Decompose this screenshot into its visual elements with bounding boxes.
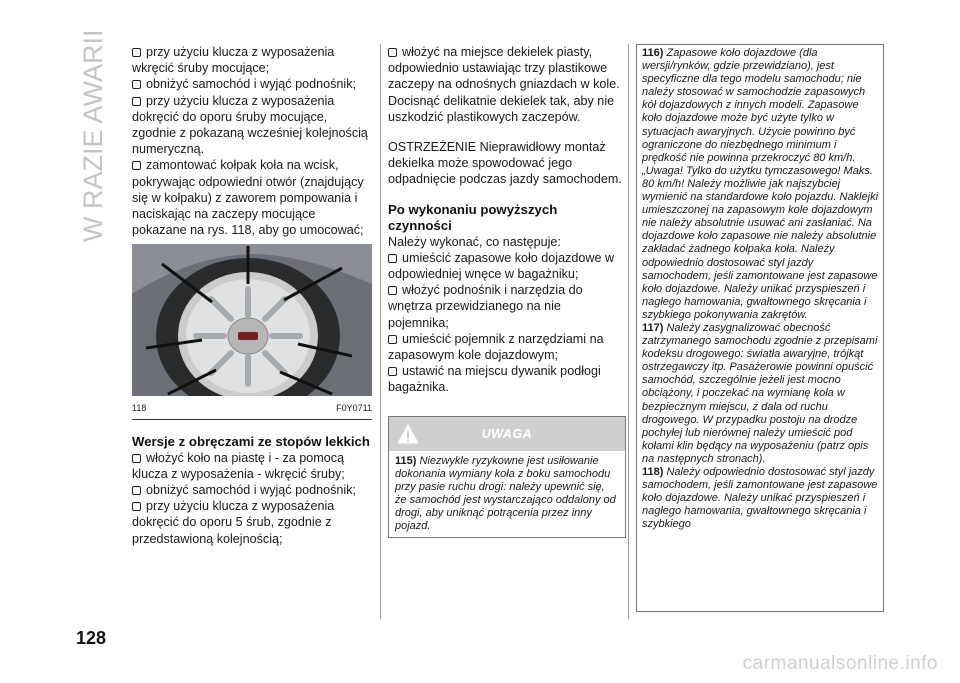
list-item-text: przy użyciu klucza z wyposażenia dokręcić do oporu śruby mocujące, zgodnie z pokazaną wcześniej kolejnością numeryczną. [132, 93, 368, 157]
figure-code: F0Y0711 [336, 403, 372, 414]
bullet-square-icon [132, 454, 141, 463]
warning-box-body [389, 451, 625, 537]
list-item-text: przy użyciu klucza z wyposażenia dokręcić do oporu 5 śrub, zgodnie z przedstawioną kolejnością; [132, 499, 335, 546]
alloy-wheels-heading: Wersje z obręczami ze stopów lekkich [132, 433, 370, 449]
warning-triangle-icon [397, 423, 419, 445]
col1-bullet-list-2 [132, 450, 372, 547]
footnote [642, 47, 878, 322]
list-item [132, 157, 372, 238]
list-item [132, 44, 372, 76]
list-item [388, 363, 624, 395]
footnote-text: Należy zasygnalizować obecność zatrzymanego samochodu zgodnie z przepisami kodeksu drogowego: światła awaryjne, trójkąt ostrzegawczy itp. Pasażerowie powinni opuścić samochód, szczególnie jeżeli jest mocno obciążony, i poczekać na wymianę koła w bezpiecznym miejscu, z dala od ruchu drogowego. W przypadku postoju na drodze pochyłej lub nierównej należy umieścić pod kołami klin będący na wyposażeniu (patrz opis na następnych stronach). [642, 321, 878, 465]
warning-box [388, 416, 626, 538]
list-item-text: zamontować kołpak koła na wcisk, pokrywając odpowiedni otwór (znajdujący się w kołpaku) z zaworem pompowania i naciskając na zaczepy mocujące pokazane na rys. 118, aby go umocować; [132, 158, 364, 238]
figure-118-wheel-image [132, 244, 372, 396]
column-2 [388, 44, 624, 538]
figure-number: 118 [132, 403, 147, 414]
bullet-square-icon [388, 254, 397, 263]
chapter-side-title [66, 30, 114, 250]
bullet-square-icon [132, 502, 141, 511]
list-item-text: umieścić pojemnik z narzędziami na zapasowym kole dojazdowym; [388, 331, 604, 363]
column-divider-2 [628, 44, 629, 619]
warning-box-title: UWAGA [481, 426, 533, 441]
list-item [132, 498, 372, 547]
bullet-square-icon [132, 97, 141, 106]
footnote-text: Należy odpowiednio dostosować styl jazdy samochodem, jeśli zamontowane jest zapasowe koło dojazdowe. Należy unikać przyspieszeń i nagłego hamowania, gwałtownego skręcania i szybkiego [642, 466, 878, 531]
chapter-side-title-graphic [66, 30, 114, 250]
footnote-number: 117) [642, 321, 664, 334]
list-item-text: umieścić zapasowe koło dojazdowe w odpowiedniej wnęce w bagażniku; [388, 250, 615, 282]
col2-intro-text: włożyć na miejsce dekielek piasty, odpowiednio ustawiając trzy plastikowe zaczepy na odnośnych gniazdach w kole. Docisnąć delikatnie dekielek tak, aby nie uszkodzić plastikowych zaczepów. [388, 45, 620, 124]
bullet-square-icon [388, 286, 397, 295]
column-divider-1 [380, 44, 381, 619]
bullet-square-icon [132, 48, 141, 57]
column-3 [636, 44, 884, 612]
col2-lead-text: Należy wykonać, co następuje: [388, 234, 561, 249]
bullet-square-icon [132, 486, 141, 495]
note-number: 115) [395, 454, 417, 467]
figure-caption [132, 400, 372, 419]
col1-bullet-list [132, 44, 372, 238]
list-item [132, 450, 372, 482]
note-text: Niezwykle ryzykowne jest usiłowanie dokonania wymiany koła z boku samochodu przy pasie ruchu drogi: należy upewnić się, że samochód jest wystarczająco oddalony od drogi, aby uniknąć potrącenia przez inny pojazd. [395, 454, 616, 532]
list-item-text: włożyć koło na piastę i - za pomocą klucza z wyposażenia - wkręcić śruby; [132, 450, 345, 481]
bullet-square-icon [388, 335, 397, 344]
list-item [388, 282, 624, 331]
list-item-text: obniżyć samochód i wyjąć podnośnik; [146, 77, 357, 92]
footnote-number: 116) [642, 47, 664, 59]
chapter-side-title-text: W RAZIE AWARII [78, 30, 108, 242]
column-1 [132, 44, 372, 547]
list-item [388, 250, 624, 282]
footnote [642, 322, 878, 466]
list-item-text: obniżyć samochód i wyjąć podnośnik; [146, 483, 357, 498]
bullet-square-icon [132, 161, 141, 170]
footnote-text: Zapasowe koło dojazdowe (dla wersji/rynków, gdzie przewidziano), jest specyficzne dla tego modelu samochodu; nie należy stosować w samochodzie zapasowych kół dojazdowych z innych modeli. Zapasowe koło dojazdowe może być użyte tylko w sytuacjach awaryjnych. Użycie powinno być ograniczone do niezbędnego minimum i prędkość nie powinna przekroczyć 80 km/h. „Uwaga! Tylko do użytku tymczasowego! Maks. 80 km/h! Należy możliwie jak najszybciej wymienić na standardowe koło pojazdu. Naklejki umieszczonej na zapasowym kole dojazdowym nie należy absolutnie usuwać ani zasłaniać. Na dojazdowe koło zapasowe nie należy absolutnie zakładać żadnego kołpaka koła. Należy odpowiednio dostosować styl jazdy samochodem, jeśli zamontowane jest zapasowe koło dojazdowe. Należy unikać przyspieszeń i nagłego hamowania, gwałtownego skręcania i szybkiego pokonywania zakrętów. [642, 47, 879, 321]
page-number: 128 [76, 628, 107, 648]
list-item [388, 331, 624, 363]
bullet-square-icon [132, 80, 141, 89]
watermark-text: carmanualsonline.info [742, 653, 938, 674]
footnote-number: 118) [642, 466, 664, 478]
bullet-square-icon [388, 48, 397, 57]
col2-warning-paragraph: OSTRZEŻENIE Nieprawidłowy montaż dekielka może spowodować jego odpadnięcie podczas jazdy samochodem. [388, 140, 622, 187]
list-item [132, 76, 372, 92]
col2-intro-paragraph [388, 44, 624, 125]
col2-bullet-list [388, 250, 624, 396]
warning-box-header [389, 417, 625, 451]
bullet-square-icon [388, 367, 397, 376]
notes-box [636, 44, 884, 612]
footnote [642, 466, 878, 531]
list-item-text: przy użyciu klucza z wyposażenia wkręcić śruby mocujące; [132, 45, 335, 76]
after-operations-heading: Po wykonaniu powyższych czynności [388, 201, 558, 233]
list-item-text: włożyć podnośnik i narzędzia do wnętrza przewidzianego na nie pojemnika; [388, 283, 583, 330]
list-item-text: ustawić na miejscu dywanik podłogi bagażnika. [388, 364, 601, 395]
wheel-illustration [132, 244, 372, 396]
list-item [132, 482, 372, 498]
list-item [132, 93, 372, 158]
